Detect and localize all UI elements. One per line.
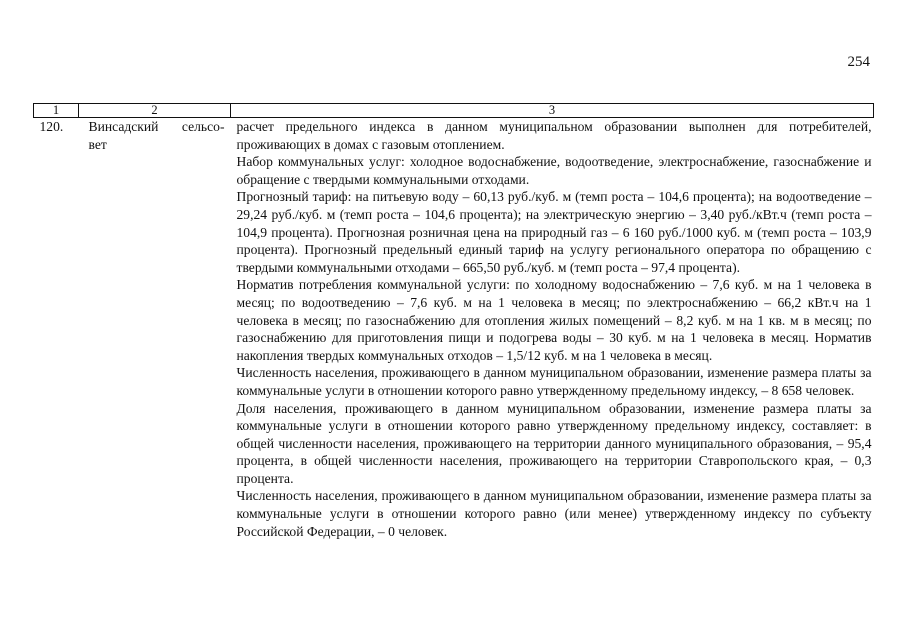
paragraph-forecast-tariff: Прогнозный тариф: на питьевую воду – 60,13 руб./куб. м (темп роста – 104,6 процента); на водоотведение – 29,24 руб./куб. м (темп роста – 104,6 процента); на электрическую энергию – 3,40 руб./кВт.ч (темп роста – 104,9 процента). Прогнозная розничная цена на природный газ – 6 160 руб./1000 куб. м (темп роста – 103,9 процента). Прогнозный предельный единый тариф на услугу регионального оператора по обращению с твердыми коммунальными отходами – 665,50 руб./куб. м (темп роста – 97,4 процента). — [236, 189, 872, 275]
paragraph-population-share: Доля населения, проживающего в данном муниципальном образовании, изменение размера платы за коммунальные услуги в отношении которого равно утвержденному предельному индексу, составляет: в общей численности населения, проживающего на территории данного муниципального образования, – 95,4 процента, в общей численности населения, проживающего на территории Ставропольского края, – 0,3 процента. — [236, 400, 872, 486]
municipality-name — [79, 118, 231, 541]
paragraph-heating-note: расчет предельного индекса в данном муниципальном образовании выполнен для потребителей, проживающих в домах с газовым отоплением. — [236, 119, 872, 152]
paragraph-consumption-norm: Норматив потребления коммунальной услуги: по холодному водоснабжению – 7,6 куб. м на 1 человека в месяц; по водоотведению – 7,6 куб. м на 1 человека в месяц; по электроснабжению – 66,2 кВт.ч на 1 человека в месяц; по газоснабжению для отопления жилых помещений – 8,2 куб. м на 1 кв. м в месяц; по газоснабжению для приготовления пищи и подогрева воды – 30 куб. м на 1 человека в месяц. Норматив накопления твердых коммунальных отходов – 1,5/12 куб. м на 1 человека в месяц. — [236, 277, 872, 363]
table-header-row — [34, 104, 874, 118]
paragraph-population-equal: Численность населения, проживающего в данном муниципальном образовании, изменение размера платы за коммунальные услуги в отношении которого равно утвержденному предельному индексу, – 8 658 человек. — [236, 365, 872, 398]
column-header-1: 1 — [34, 104, 79, 118]
column-header-3: 3 — [231, 104, 874, 118]
municipality-name-line2: вет — [88, 136, 107, 152]
municipality-name-line1: Винсадский сельсо- — [88, 119, 225, 134]
page-number: 254 — [847, 54, 870, 70]
paragraph-population-less: Численность населения, проживающего в данном муниципальном образовании, изменение размера платы за коммунальные услуги в отношении которого равно (или менее) утвержденному индексу по субъекту Российской Федерации, – 0 человек. — [236, 488, 872, 539]
paragraph-services-set: Набор коммунальных услуг: холодное водоснабжение, водоотведение, электроснабжение, газоснабжение и обращение с твердыми коммунальными отходами. — [236, 154, 872, 187]
description-cell — [231, 118, 874, 541]
column-header-2: 2 — [79, 104, 231, 118]
table-row — [34, 118, 874, 541]
row-number: 120. — [39, 119, 64, 134]
tariff-table — [33, 103, 874, 540]
